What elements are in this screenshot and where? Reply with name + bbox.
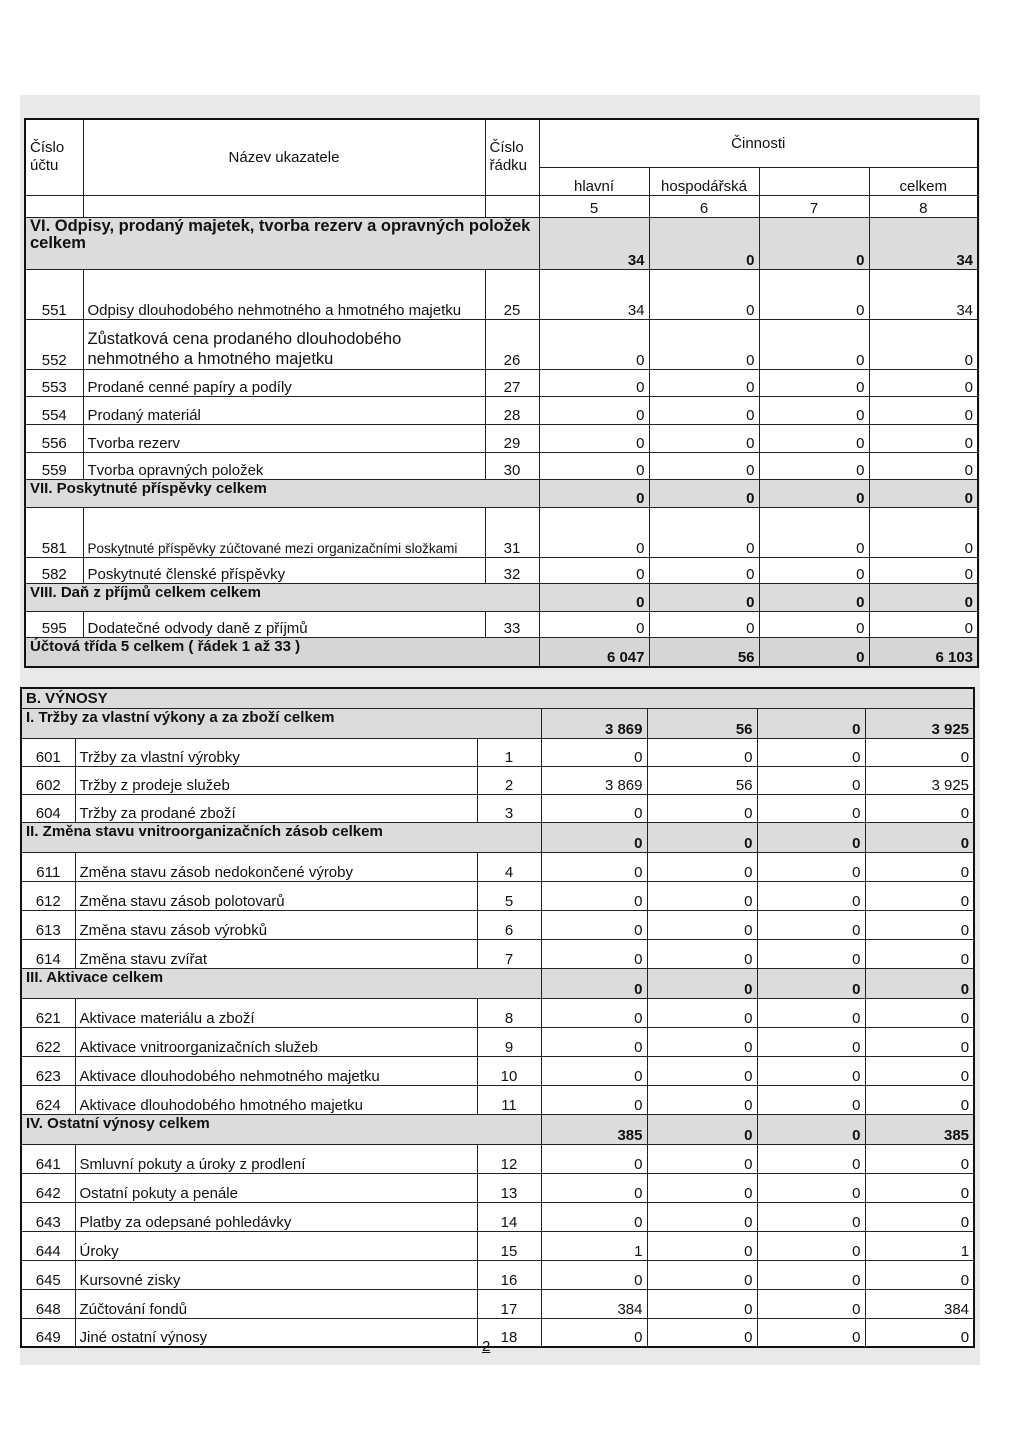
row-number: 10: [477, 1056, 541, 1085]
row-v6: 0: [647, 794, 757, 822]
section-iv-v5: 385: [541, 1114, 647, 1144]
row-name: Poskytnuté členské příspěvky: [83, 557, 485, 583]
row-v7: 0: [757, 910, 865, 939]
row-number: 13: [477, 1173, 541, 1202]
row-v7: 0: [757, 1085, 865, 1114]
row-v5: 0: [539, 369, 649, 396]
row-acc: 604: [21, 794, 75, 822]
row-v7: 0: [757, 738, 865, 766]
row-v7: 0: [757, 998, 865, 1027]
row-number: 6: [477, 910, 541, 939]
row-v6: 0: [647, 1318, 757, 1347]
row-v8: 0: [865, 939, 974, 968]
section-vi-label: VI. Odpisy, prodaný majetek, tvorba rezerv a opravných položek celkem: [25, 217, 539, 269]
row-v8: 0: [869, 319, 978, 369]
col-number-7: 7: [759, 195, 869, 217]
row-number: 7: [477, 939, 541, 968]
section-ii-v8: 0: [865, 822, 974, 852]
row-v6: 0: [647, 1173, 757, 1202]
row-v6: 0: [649, 269, 759, 319]
row-v7: 0: [759, 507, 869, 557]
class-5-total-label: Účtová třída 5 celkem ( řádek 1 až 33 ): [25, 637, 539, 667]
row-v7: 0: [759, 424, 869, 452]
col-number-5: 5: [539, 195, 649, 217]
row-v8: 0: [869, 557, 978, 583]
row-v5: 1: [541, 1231, 647, 1260]
section-i-v7: 0: [757, 708, 865, 738]
row-v5: 0: [541, 1144, 647, 1173]
row-name: Prodané cenné papíry a podíly: [83, 369, 485, 396]
row-v8: 3 925: [865, 766, 974, 794]
row-v6: 0: [649, 369, 759, 396]
row-v6: 0: [647, 1231, 757, 1260]
col-empty-header: [759, 167, 869, 195]
row-v6: 0: [649, 452, 759, 479]
row-v7: 0: [757, 939, 865, 968]
row-v6: 0: [647, 1056, 757, 1085]
row-v5: 0: [539, 424, 649, 452]
row-v8: 0: [869, 452, 978, 479]
row-v5: 0: [541, 1056, 647, 1085]
row-v6: 0: [649, 507, 759, 557]
row-v5: 0: [541, 881, 647, 910]
row-v5: 0: [539, 507, 649, 557]
row-v8: 0: [869, 396, 978, 424]
row-v6: 0: [647, 1202, 757, 1231]
col-number-8: 8: [869, 195, 978, 217]
row-name: Tvorba rezerv: [83, 424, 485, 452]
revenues-table: [20, 687, 975, 1348]
col-main-header: hlavní: [539, 167, 649, 195]
row-v6: 0: [647, 998, 757, 1027]
row-name: Ostatní pokuty a penále: [75, 1173, 477, 1202]
row-acc: 613: [21, 910, 75, 939]
col-economic-header: hospodářská: [649, 167, 759, 195]
col-number-6: 6: [649, 195, 759, 217]
row-number: 25: [485, 269, 539, 319]
row-acc: 643: [21, 1202, 75, 1231]
row-v5: 0: [541, 1085, 647, 1114]
row-v7: 0: [757, 1173, 865, 1202]
row-v8: 0: [865, 738, 974, 766]
section-viii-v7: 0: [759, 583, 869, 611]
row-v7: 0: [759, 452, 869, 479]
row-number: 17: [477, 1289, 541, 1318]
row-number: 14: [477, 1202, 541, 1231]
section-viii-v5: 0: [539, 583, 649, 611]
row-v5: 0: [539, 611, 649, 637]
row-v5: 0: [539, 452, 649, 479]
row-acc: 648: [21, 1289, 75, 1318]
section-iii-v7: 0: [757, 968, 865, 998]
row-acc: 642: [21, 1173, 75, 1202]
row-acc: 649: [21, 1318, 75, 1347]
activities-header: Činnosti: [539, 119, 978, 167]
row-acc: 624: [21, 1085, 75, 1114]
row-name: Dodatečné odvody daně z příjmů: [83, 611, 485, 637]
section-ii-v7: 0: [757, 822, 865, 852]
row-acc: 581: [25, 507, 83, 557]
row-v7: 0: [757, 1289, 865, 1318]
row-v7: 0: [757, 1260, 865, 1289]
section-vi-v5: 34: [539, 217, 649, 269]
row-number: 2: [477, 766, 541, 794]
name-header: Název ukazatele: [83, 119, 485, 195]
row-name: Změna stavu zásob nedokončené výroby: [75, 852, 477, 881]
row-name: Zůstatková cena prodaného dlouhodobého nehmotného a hmotného majetku: [83, 319, 485, 369]
row-v8: 0: [865, 852, 974, 881]
row-v5: 0: [541, 939, 647, 968]
row-v5: 0: [541, 852, 647, 881]
row-name: Aktivace dlouhodobého hmotného majetku: [75, 1085, 477, 1114]
row-v5: 34: [539, 269, 649, 319]
row-v5: 0: [539, 396, 649, 424]
row-v6: 56: [647, 766, 757, 794]
class-5-total-v5: 6 047: [539, 637, 649, 667]
row-name: Platby za odepsané pohledávky: [75, 1202, 477, 1231]
section-iii-v5: 0: [541, 968, 647, 998]
row-v5: 0: [541, 910, 647, 939]
row-v7: 0: [757, 1202, 865, 1231]
row-number: 16: [477, 1260, 541, 1289]
row-name: Aktivace vnitroorganizačních služeb: [75, 1027, 477, 1056]
row-v6: 0: [647, 939, 757, 968]
row-number: 18: [477, 1318, 541, 1347]
row-number: 26: [485, 319, 539, 369]
row-v6: 0: [649, 557, 759, 583]
row-v8: 0: [865, 1260, 974, 1289]
section-ii-label: II. Změna stavu vnitroorganizačních zásob celkem: [21, 822, 541, 852]
row-v7: 0: [759, 269, 869, 319]
row-acc: 601: [21, 738, 75, 766]
row-number: 4: [477, 852, 541, 881]
row-v8: 0: [865, 1085, 974, 1114]
page-number: 2: [482, 1338, 491, 1355]
row-acc: 622: [21, 1027, 75, 1056]
row-number: 28: [485, 396, 539, 424]
row-acc: 554: [25, 396, 83, 424]
row-acc: 612: [21, 881, 75, 910]
row-v8: 0: [865, 881, 974, 910]
row-v7: 0: [757, 852, 865, 881]
row-v5: 0: [541, 1318, 647, 1347]
section-vii-v8: 0: [869, 479, 978, 507]
row-v6: 0: [647, 1289, 757, 1318]
header-spacer: [485, 195, 539, 217]
row-v8: 0: [869, 611, 978, 637]
row-v5: 0: [541, 1173, 647, 1202]
row-acc: 621: [21, 998, 75, 1027]
row-v7: 0: [757, 766, 865, 794]
row-acc: 645: [21, 1260, 75, 1289]
row-acc: 559: [25, 452, 83, 479]
row-v8: 1: [865, 1231, 974, 1260]
class-5-total-v8: 6 103: [869, 637, 978, 667]
row-v7: 0: [759, 611, 869, 637]
row-number: 1: [477, 738, 541, 766]
row-number: 11: [477, 1085, 541, 1114]
row-number: 27: [485, 369, 539, 396]
row-number: 30: [485, 452, 539, 479]
row-name: Tržby za vlastní výrobky: [75, 738, 477, 766]
row-v6: 0: [647, 1144, 757, 1173]
row-v5: 0: [541, 1202, 647, 1231]
row-v6: 0: [647, 1027, 757, 1056]
row-v7: 0: [759, 396, 869, 424]
row-v6: 0: [647, 910, 757, 939]
row-v7: 0: [757, 1027, 865, 1056]
row-name: Jiné ostatní výnosy: [75, 1318, 477, 1347]
row-v7: 0: [757, 1231, 865, 1260]
row-v8: 0: [865, 910, 974, 939]
row-v8: 0: [865, 1056, 974, 1085]
section-ii-v5: 0: [541, 822, 647, 852]
revenues-title: B. VÝNOSY: [21, 688, 974, 708]
costs-table: [24, 118, 979, 668]
section-iii-v6: 0: [647, 968, 757, 998]
section-vi-v6: 0: [649, 217, 759, 269]
row-name: Tržby za prodané zboží: [75, 794, 477, 822]
row-v8: 0: [865, 1202, 974, 1231]
class-5-total-v7: 0: [759, 637, 869, 667]
row-v5: 0: [539, 319, 649, 369]
row-acc: 552: [25, 319, 83, 369]
row-acc: 595: [25, 611, 83, 637]
row-acc: 623: [21, 1056, 75, 1085]
section-i-v6: 56: [647, 708, 757, 738]
row-v8: 0: [865, 794, 974, 822]
row-acc: 551: [25, 269, 83, 319]
row-v6: 0: [647, 1260, 757, 1289]
row-v8: 0: [869, 424, 978, 452]
row-v6: 0: [649, 611, 759, 637]
section-iii-v8: 0: [865, 968, 974, 998]
row-name: Odpisy dlouhodobého nehmotného a hmotného majetku: [83, 269, 485, 319]
section-vii-v5: 0: [539, 479, 649, 507]
row-v8: 0: [865, 1318, 974, 1347]
row-acc: 582: [25, 557, 83, 583]
row-v5: 0: [541, 738, 647, 766]
row-v7: 0: [759, 557, 869, 583]
section-iv-v6: 0: [647, 1114, 757, 1144]
row-number: 32: [485, 557, 539, 583]
row-name: Zúčtování fondů: [75, 1289, 477, 1318]
row-name: Změna stavu zásob polotovarů: [75, 881, 477, 910]
row-number-header: Číslo řádku: [485, 119, 539, 195]
row-number: 31: [485, 507, 539, 557]
row-number: 8: [477, 998, 541, 1027]
row-v5: 3 869: [541, 766, 647, 794]
row-name: Poskytnuté příspěvky zúčtované mezi organizačními složkami: [83, 507, 485, 557]
row-v6: 0: [649, 424, 759, 452]
section-ii-v6: 0: [647, 822, 757, 852]
section-iv-label: IV. Ostatní výnosy celkem: [21, 1114, 541, 1144]
row-number: 33: [485, 611, 539, 637]
row-number: 9: [477, 1027, 541, 1056]
row-name: Úroky: [75, 1231, 477, 1260]
row-v8: 384: [865, 1289, 974, 1318]
row-number: 29: [485, 424, 539, 452]
section-vii-v6: 0: [649, 479, 759, 507]
row-acc: 611: [21, 852, 75, 881]
row-v5: 384: [541, 1289, 647, 1318]
section-viii-label: VIII. Daň z příjmů celkem celkem: [25, 583, 539, 611]
row-v6: 0: [647, 881, 757, 910]
row-name: Změna stavu zásob výrobků: [75, 910, 477, 939]
row-acc: 614: [21, 939, 75, 968]
row-name: Aktivace dlouhodobého nehmotného majetku: [75, 1056, 477, 1085]
row-v5: 0: [541, 1260, 647, 1289]
row-number: 12: [477, 1144, 541, 1173]
row-v6: 0: [647, 1085, 757, 1114]
row-v7: 0: [759, 319, 869, 369]
row-v7: 0: [757, 1318, 865, 1347]
row-name: Tvorba opravných položek: [83, 452, 485, 479]
row-v5: 0: [541, 998, 647, 1027]
row-acc: 602: [21, 766, 75, 794]
section-vi-v8: 34: [869, 217, 978, 269]
row-v5: 0: [541, 1027, 647, 1056]
account-header: Číslo účtu: [25, 119, 83, 195]
row-v8: 0: [865, 1173, 974, 1202]
section-iii-label: III. Aktivace celkem: [21, 968, 541, 998]
row-v8: 0: [865, 998, 974, 1027]
section-vi-v7: 0: [759, 217, 869, 269]
row-v6: 0: [647, 738, 757, 766]
row-v8: 0: [865, 1027, 974, 1056]
row-v7: 0: [757, 1144, 865, 1173]
row-number: 3: [477, 794, 541, 822]
section-i-label: I. Tržby za vlastní výkony a za zboží celkem: [21, 708, 541, 738]
section-iv-v8: 385: [865, 1114, 974, 1144]
row-v8: 34: [869, 269, 978, 319]
col-total-header: celkem: [869, 167, 978, 195]
section-vii-label: VII. Poskytnuté příspěvky celkem: [25, 479, 539, 507]
section-viii-v6: 0: [649, 583, 759, 611]
section-vii-v7: 0: [759, 479, 869, 507]
class-5-total-v6: 56: [649, 637, 759, 667]
row-name: Změna stavu zvířat: [75, 939, 477, 968]
row-name: Prodaný materiál: [83, 396, 485, 424]
row-name: Tržby z prodeje služeb: [75, 766, 477, 794]
row-acc: 641: [21, 1144, 75, 1173]
row-number: 15: [477, 1231, 541, 1260]
row-v6: 0: [649, 396, 759, 424]
row-v8: 0: [869, 507, 978, 557]
row-v7: 0: [757, 1056, 865, 1085]
row-v8: 0: [865, 1144, 974, 1173]
row-name: Kursovné zisky: [75, 1260, 477, 1289]
row-v7: 0: [757, 881, 865, 910]
section-viii-v8: 0: [869, 583, 978, 611]
row-v7: 0: [757, 794, 865, 822]
row-v8: 0: [869, 369, 978, 396]
header-spacer: [25, 195, 83, 217]
row-acc: 644: [21, 1231, 75, 1260]
row-v6: 0: [647, 852, 757, 881]
header-spacer: [83, 195, 485, 217]
row-v7: 0: [759, 369, 869, 396]
row-acc: 556: [25, 424, 83, 452]
row-name: Aktivace materiálu a zboží: [75, 998, 477, 1027]
row-v5: 0: [541, 794, 647, 822]
row-number: 5: [477, 881, 541, 910]
section-i-v8: 3 925: [865, 708, 974, 738]
row-acc: 553: [25, 369, 83, 396]
section-iv-v7: 0: [757, 1114, 865, 1144]
row-v6: 0: [649, 319, 759, 369]
row-name: Smluvní pokuty a úroky z prodlení: [75, 1144, 477, 1173]
section-i-v5: 3 869: [541, 708, 647, 738]
row-v5: 0: [539, 557, 649, 583]
